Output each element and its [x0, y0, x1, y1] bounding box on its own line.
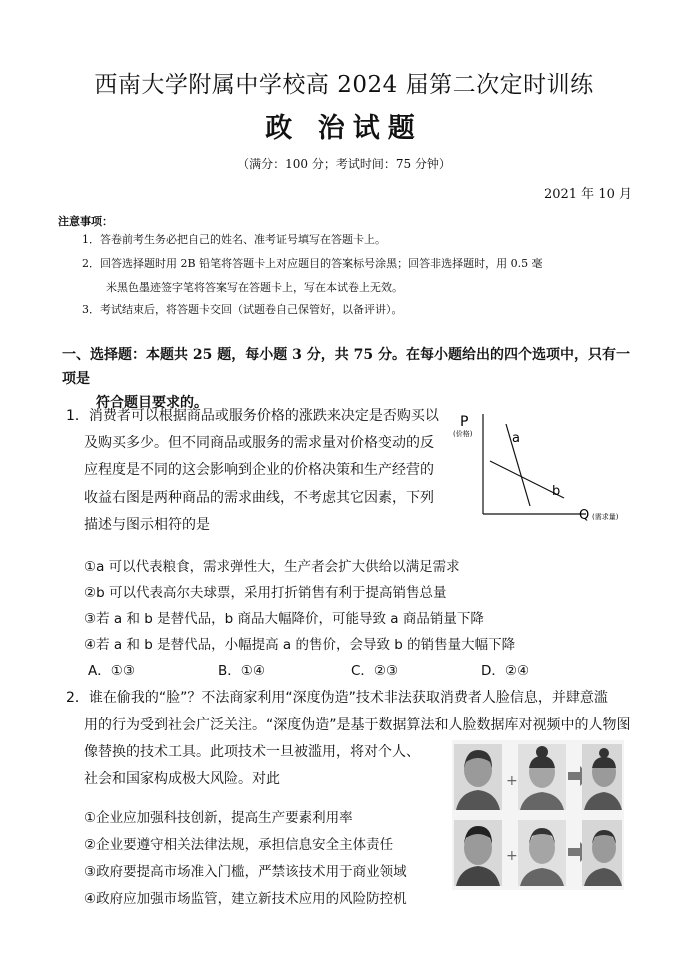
notes-heading: 注意事项： — [58, 215, 113, 228]
face-result-2 — [582, 820, 622, 886]
subject-title: 政 治试题 — [265, 113, 423, 144]
q1-option: ①a 可以代表粮食，需求弹性大，生产者会扩大供给以满足需求 — [84, 559, 460, 575]
q1-option: ④若 a 和 b 是替代品，小幅提高 a 的售价，会导致 b 的销售量大幅下降 — [84, 637, 516, 653]
q2-text-line: 2．谁在偷我的“脸”？不法商家利用“深度伪造”技术非法获取消费者人脸信息，并肆意滥 — [66, 690, 608, 706]
curve-a-label: a — [512, 431, 520, 446]
q1-text-line: 收益右图是两种商品的需求曲线，不考虑其它因素，下列 — [84, 490, 434, 506]
q1-choice-b[interactable]: B．①④ — [218, 663, 265, 679]
face-person-3 — [454, 820, 502, 886]
y-axis-note: (价格) — [453, 430, 473, 438]
q1-text-line: 1．消费者可以根据商品或服务价格的涨跌来决定是否购买以 — [66, 408, 439, 424]
q1-choice-a[interactable]: A．①③ — [88, 663, 135, 679]
x-axis-note: (需求量) — [592, 513, 619, 521]
face-person-4 — [518, 820, 566, 886]
q2-text-line: 像替换的技术工具。此项技术一旦被滥用，将对个人、 — [84, 744, 420, 760]
exam-date: 2021 年 10 月 — [543, 187, 632, 202]
note-item: 1．答卷前考生务必把自己的姓名、准考证号填写在答题卡上。 — [82, 233, 386, 246]
q1-text-line: 描述与图示相符的是 — [84, 517, 210, 533]
y-axis-label: P — [460, 414, 469, 430]
q2-option: ①企业应加强科技创新，提高生产要素利用率 — [84, 810, 353, 826]
q2-option: ④政府应加强市场监管，建立新技术应用的风险防控机 — [84, 891, 407, 907]
note-item: 2．回答选择题时用 2B 铅笔将答题卡上对应题目的答案标号涂黑；回答非选择题时，用 0.5 毫 — [82, 257, 543, 270]
q2-option: ②企业要遵守相关法律法规，承担信息安全主体责任 — [84, 837, 394, 853]
q1-choice-d[interactable]: D．②④ — [481, 663, 530, 679]
q2-text-line: 社会和国家构成极大风险。对此 — [84, 771, 280, 787]
school-title: 西南大学附属中学校高 2024 届第二次定时训练 — [94, 72, 594, 98]
q2-option: ③政府要提高市场准入门槛，严禁该技术用于商业领域 — [84, 864, 407, 880]
face-swap-illustration — [452, 740, 624, 890]
plus-icon: + — [506, 848, 518, 864]
x-axis-label: Q — [579, 508, 590, 523]
face-person-1 — [454, 744, 502, 810]
q1-text-line: 及购买多少。但不同商品或服务的需求量对价格变动的反 — [84, 435, 434, 451]
q2-text-line: 用的行为受到社会广泛关注。“深度伪造”是基于数据算法和人脸数据库对视频中的人物图 — [84, 717, 631, 733]
note-item: 3．考试结束后，将答题卡交回（试题卷自己保管好，以备评讲）。 — [82, 303, 403, 316]
q1-choice-c[interactable]: C．②③ — [351, 663, 399, 679]
plus-icon: + — [506, 773, 518, 789]
q1-option: ②b 可以代表高尔夫球票，采用打折销售有利于提高销售总量 — [84, 585, 447, 601]
q1-option: ③若 a 和 b 是替代品，b 商品大幅降价，可能导致 a 商品销量下降 — [84, 611, 484, 627]
demand-curve-graph — [446, 408, 636, 524]
section-heading-line2: 符合题目要求的。 — [96, 395, 208, 411]
note-item: 米黑色墨迹签字笔将答案写在答题卡上，写在本试卷上无效。 — [106, 281, 403, 294]
curve-b-label: b — [552, 484, 561, 499]
q1-text-line: 应程度是不同的这会影响到企业的价格决策和生产经营的 — [84, 462, 434, 478]
exam-meta: （满分：100 分；考试时间：75 分钟） — [237, 157, 451, 171]
section-heading-line1: 一、选择题：本题共 25 题，每小题 3 分，共 75 分。在每小题给出的四个选项中，只有一项是 — [62, 347, 630, 387]
face-result-1 — [582, 744, 622, 810]
face-person-2 — [518, 744, 566, 810]
